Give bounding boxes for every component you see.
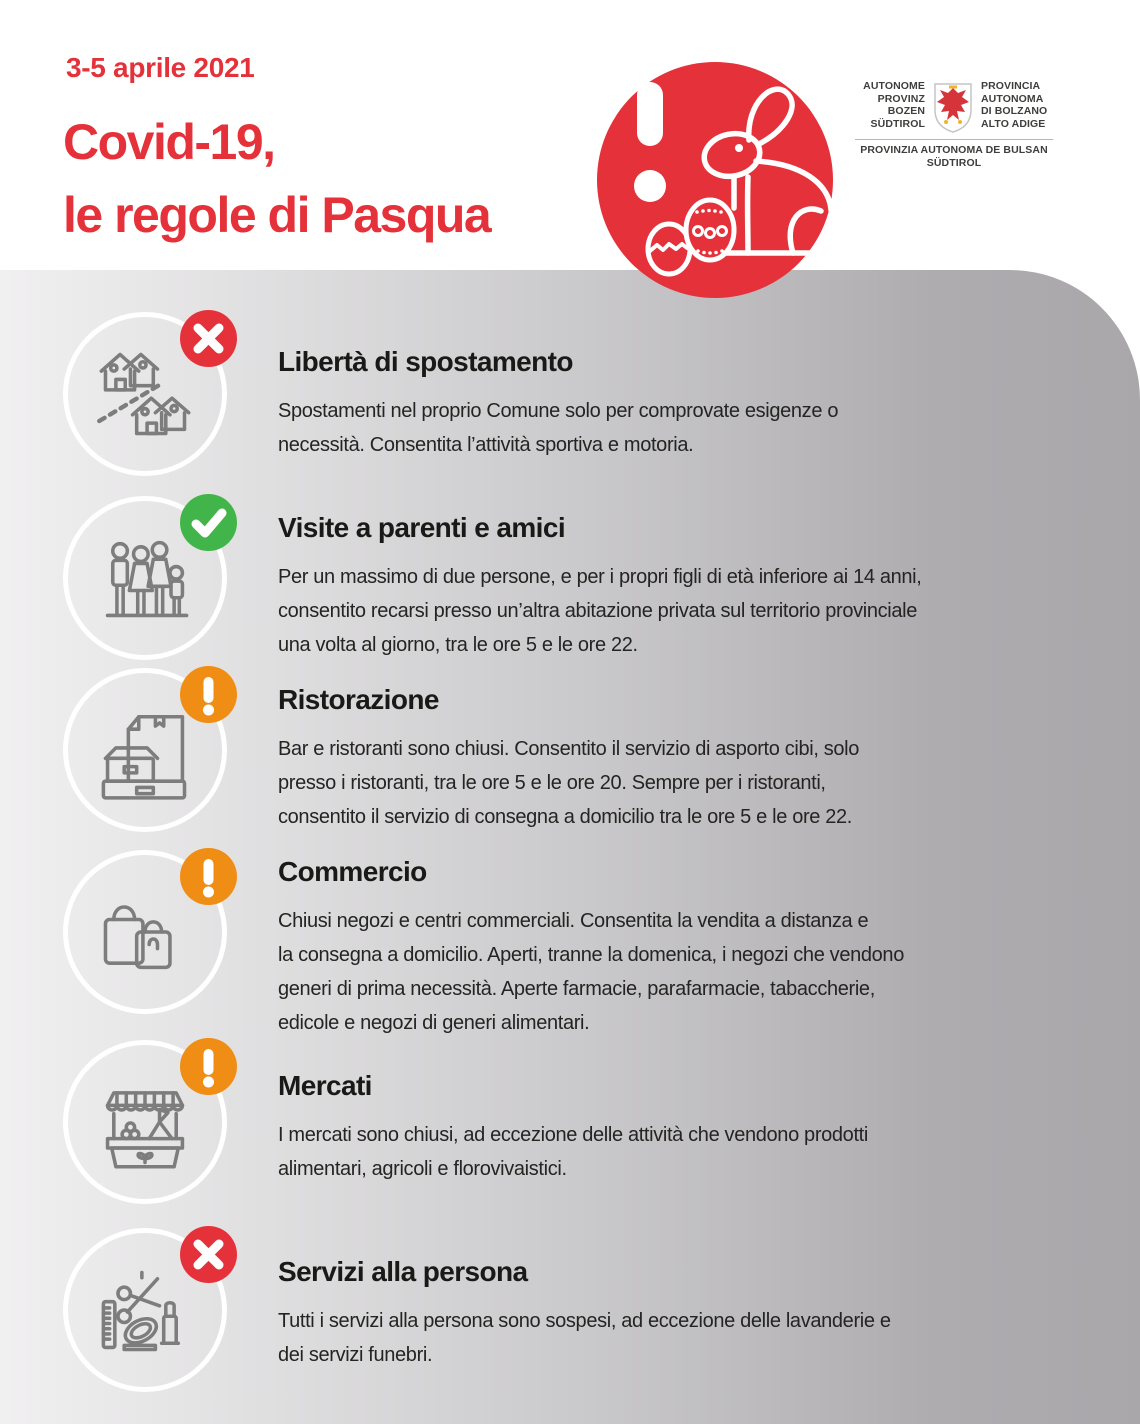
item-body-line: consentito recarsi presso un’altra abitazione privata sul territorio provinciale: [278, 600, 917, 622]
logo-ladin-line: SÜDTIROL: [926, 156, 982, 169]
item-title: Ristorazione: [278, 684, 439, 715]
rule-item: [278, 1255, 891, 1372]
logo-text-italian: [981, 80, 1063, 130]
item-body-line: I mercati sono chiusi, ad eccezione delle attività che vendono prodotti: [278, 1124, 868, 1146]
logo-it-line: ALTO ADIGE: [981, 117, 1046, 130]
logo-de-line: AUTONOME: [863, 80, 925, 92]
item-body: [278, 732, 859, 834]
item-body-line: edicole e negozi di generi alimentari.: [278, 1012, 590, 1034]
easter-alert-graphic: [597, 62, 833, 298]
item-title: Mercati: [278, 1070, 372, 1101]
logo-it-line: PROVINCIA: [981, 80, 1041, 92]
logo-ladin-line: PROVINZIA AUTONOMA DE BULSAN: [860, 144, 1048, 156]
logo-it-line: AUTONOMA: [981, 92, 1044, 105]
exclamation-badge: [180, 848, 237, 905]
item-body-line: una volta al giorno, tra le ore 5 e le ore 22.: [278, 634, 638, 656]
x-badge: [180, 1226, 237, 1283]
rule-item: [278, 683, 859, 834]
logo-de-line: BOZEN: [887, 105, 925, 118]
rule-item: [278, 511, 921, 662]
check-badge: [180, 494, 237, 551]
item-body: [278, 1118, 868, 1186]
item-icon-liberta-spostamento: [63, 312, 227, 476]
item-icon-mercati: [63, 1040, 227, 1204]
item-icon-commercio: [63, 850, 227, 1014]
logo-text-german: [853, 80, 925, 130]
logo-de-line: SÜDTIROL: [870, 117, 925, 130]
logo-divider: [855, 139, 1053, 140]
x-badge: [180, 310, 237, 367]
item-title: Visite a parenti e amici: [278, 512, 566, 543]
logo-text-ladin: [853, 144, 1055, 169]
item-body-line: consentito il servizio di consegna a domicilio tra le ore 5 e le ore 22.: [278, 806, 853, 828]
item-body: [278, 560, 921, 662]
item-body-line: Per un massimo di due persone, e per i propri figli di età inferiore ai 14 anni,: [278, 566, 922, 588]
item-body-line: Bar e ristoranti sono chiusi. Consentito il servizio di asporto cibi, solo: [278, 738, 860, 760]
item-body: [278, 1304, 891, 1372]
easter-bunny-icon: [597, 62, 833, 298]
exclamation-badge: [180, 1038, 237, 1095]
coat-of-arms-icon: [925, 80, 981, 134]
item-body-line: Spostamenti nel proprio Comune solo per comprovate esigenze o: [278, 400, 839, 422]
item-body-line: dei servizi funebri.: [278, 1344, 433, 1366]
item-icon-servizi-persona: [63, 1228, 227, 1392]
logo-de-line: PROVINZ: [877, 92, 925, 105]
item-body-line: generi di prima necessità. Aperte farmacie, parafarmacie, tabaccherie,: [278, 978, 875, 1000]
item-body-line: la consegna a domicilio. Aperti, tranne la domenica, i negozi che vendono: [278, 944, 904, 966]
date-label: 3-5 aprile 2021: [66, 52, 255, 83]
bunny-eye: [735, 144, 743, 152]
rule-item: [278, 1069, 868, 1186]
item-icon-ristorazione: [63, 668, 227, 832]
rule-item: [278, 855, 904, 1040]
item-body-line: necessità. Consentita l’attività sportiva e motoria.: [278, 434, 694, 456]
item-title: Commercio: [278, 856, 427, 887]
province-logo: [853, 80, 1063, 169]
page-title: [63, 106, 490, 252]
item-body-line: presso i ristoranti, tra le ore 5 e le ore 20. Sempre per i ristoranti,: [278, 772, 826, 794]
item-body: [278, 904, 904, 1040]
page-title-line2: le regole di Pasqua: [63, 187, 491, 243]
page-title-line1: Covid-19,: [63, 114, 275, 170]
item-body-line: Chiusi negozi e centri commerciali. Consentita la vendita a distanza e: [278, 910, 869, 932]
item-icon-visite: [63, 496, 227, 660]
exclamation-badge: [180, 666, 237, 723]
item-title: Libertà di spostamento: [278, 346, 573, 377]
item-body: [278, 394, 838, 462]
item-body-line: Tutti i servizi alla persona sono sospesi, ad eccezione delle lavanderie e: [278, 1310, 891, 1332]
logo-it-line: DI BOLZANO: [981, 105, 1048, 118]
rule-item: [278, 345, 838, 462]
item-body-line: alimentari, agricoli e florovivaistici.: [278, 1158, 567, 1180]
item-title: Servizi alla persona: [278, 1256, 528, 1287]
